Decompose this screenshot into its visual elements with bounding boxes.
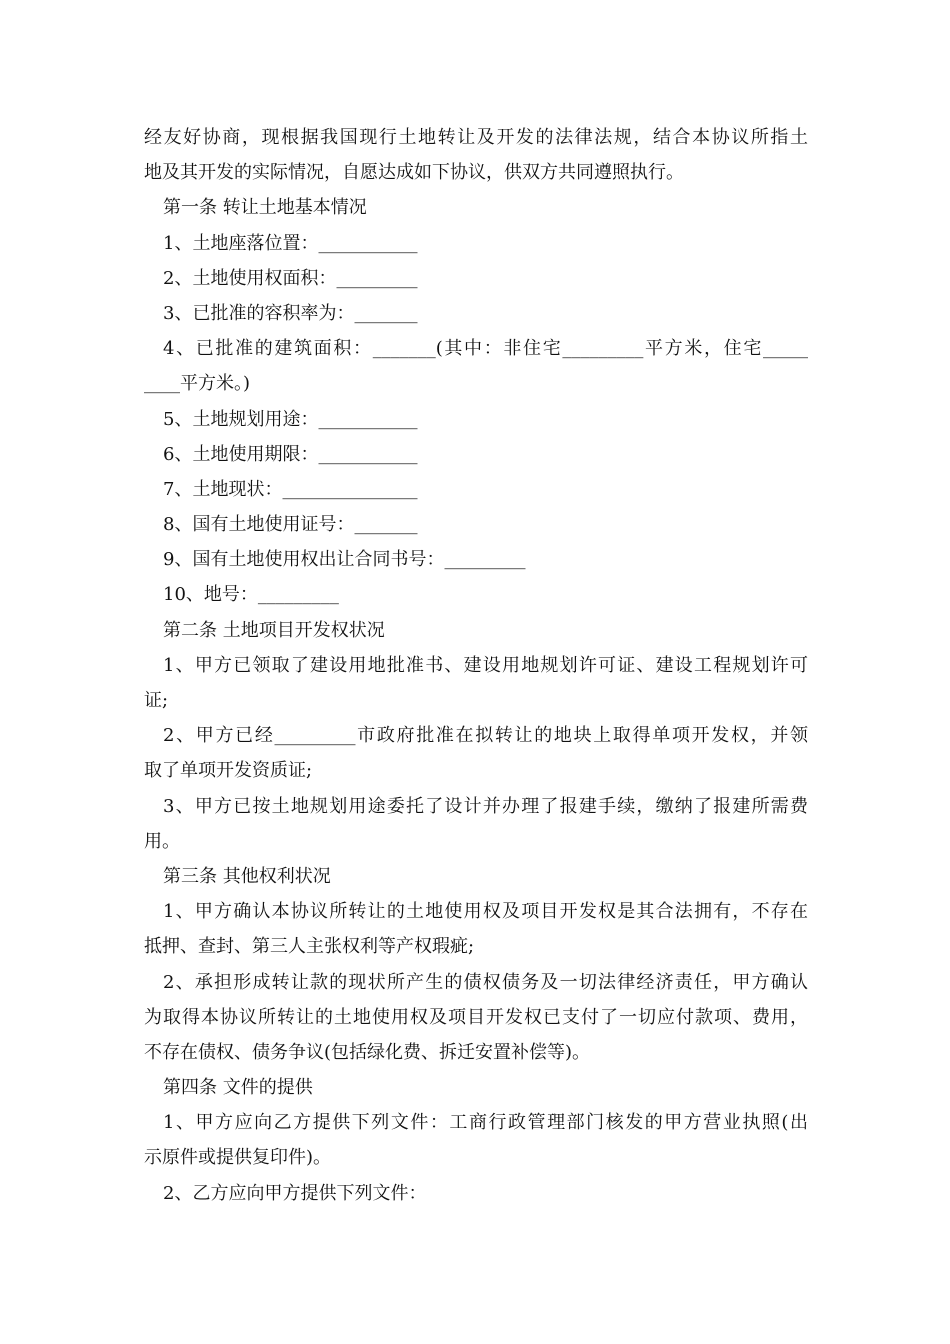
text-line: 第三条 其他权利状况 <box>163 865 331 887</box>
text-line: 1、甲方确认本协议所转让的土地使用权及项目开发权是其合法拥有，不存在 <box>163 901 808 923</box>
text-line: 2、承担形成转让款的现状所产生的债权债务及一切法律经济责任，甲方确认 <box>163 971 808 993</box>
text-line: 5、土地规划用途：___________ <box>163 408 418 430</box>
text-line: ____平方米。) <box>144 373 251 395</box>
text-line: 抵押、查封、第三人主张权利等产权瑕疵; <box>144 936 475 958</box>
text-line: 示原件或提供复印件)。 <box>144 1147 332 1169</box>
text-line: 10、地号：_________ <box>163 584 339 606</box>
text-line: 1、甲方已领取了建设用地批准书、建设用地规划许可证、建设工程规划许可 <box>163 654 808 676</box>
text-line: 3、甲方已按土地规划用途委托了设计并办理了报建手续，缴纳了报建所需费 <box>163 795 808 817</box>
text-line: 4、已批准的建筑面积：_______(其中：非住宅_________平方米，住宅_____ <box>163 338 808 360</box>
text-line: 第四条 文件的提供 <box>163 1077 313 1099</box>
text-line: 1、土地座落位置：___________ <box>163 232 418 254</box>
text-line: 2、土地使用权面积：_________ <box>163 267 418 289</box>
text-line: 8、国有土地使用证号：_______ <box>163 514 418 536</box>
text-line: 3、已批准的容积率为：_______ <box>163 302 418 324</box>
text-line: 第二条 土地项目开发权状况 <box>163 619 385 641</box>
text-line: 第一条 转让土地基本情况 <box>163 197 367 219</box>
text-line: 证; <box>144 690 169 711</box>
text-line: 不存在债权、债务争议(包括绿化费、拆迁安置补偿等)。 <box>144 1041 591 1063</box>
text-line: 地及其开发的实际情况，自愿达成如下协议，供双方共同遵照执行。 <box>144 162 684 184</box>
text-line: 经友好协商，现根据我国现行土地转让及开发的法律法规，结合本协议所指土 <box>144 127 808 148</box>
text-line: 为取得本协议所转让的土地使用权及项目开发权已支付了一切应付款项、费用， <box>144 1006 808 1028</box>
document-body <box>144 120 808 1211</box>
text-line: 用。 <box>144 830 180 852</box>
text-line: 2、乙方应向甲方提供下列文件： <box>163 1182 427 1204</box>
text-line: 7、土地现状：_______________ <box>163 478 418 500</box>
text-line: 1、甲方应向乙方提供下列文件：工商行政管理部门核发的甲方营业执照(出 <box>163 1112 808 1134</box>
text-line: 6、土地使用期限：___________ <box>163 443 418 465</box>
text-line: 取了单项开发资质证; <box>144 760 313 782</box>
text-line: 9、国有土地使用权出让合同书号：_________ <box>163 549 526 571</box>
text-line: 2、甲方已经_________市政府批准在拟转让的地块上取得单项开发权，并领 <box>163 725 808 747</box>
